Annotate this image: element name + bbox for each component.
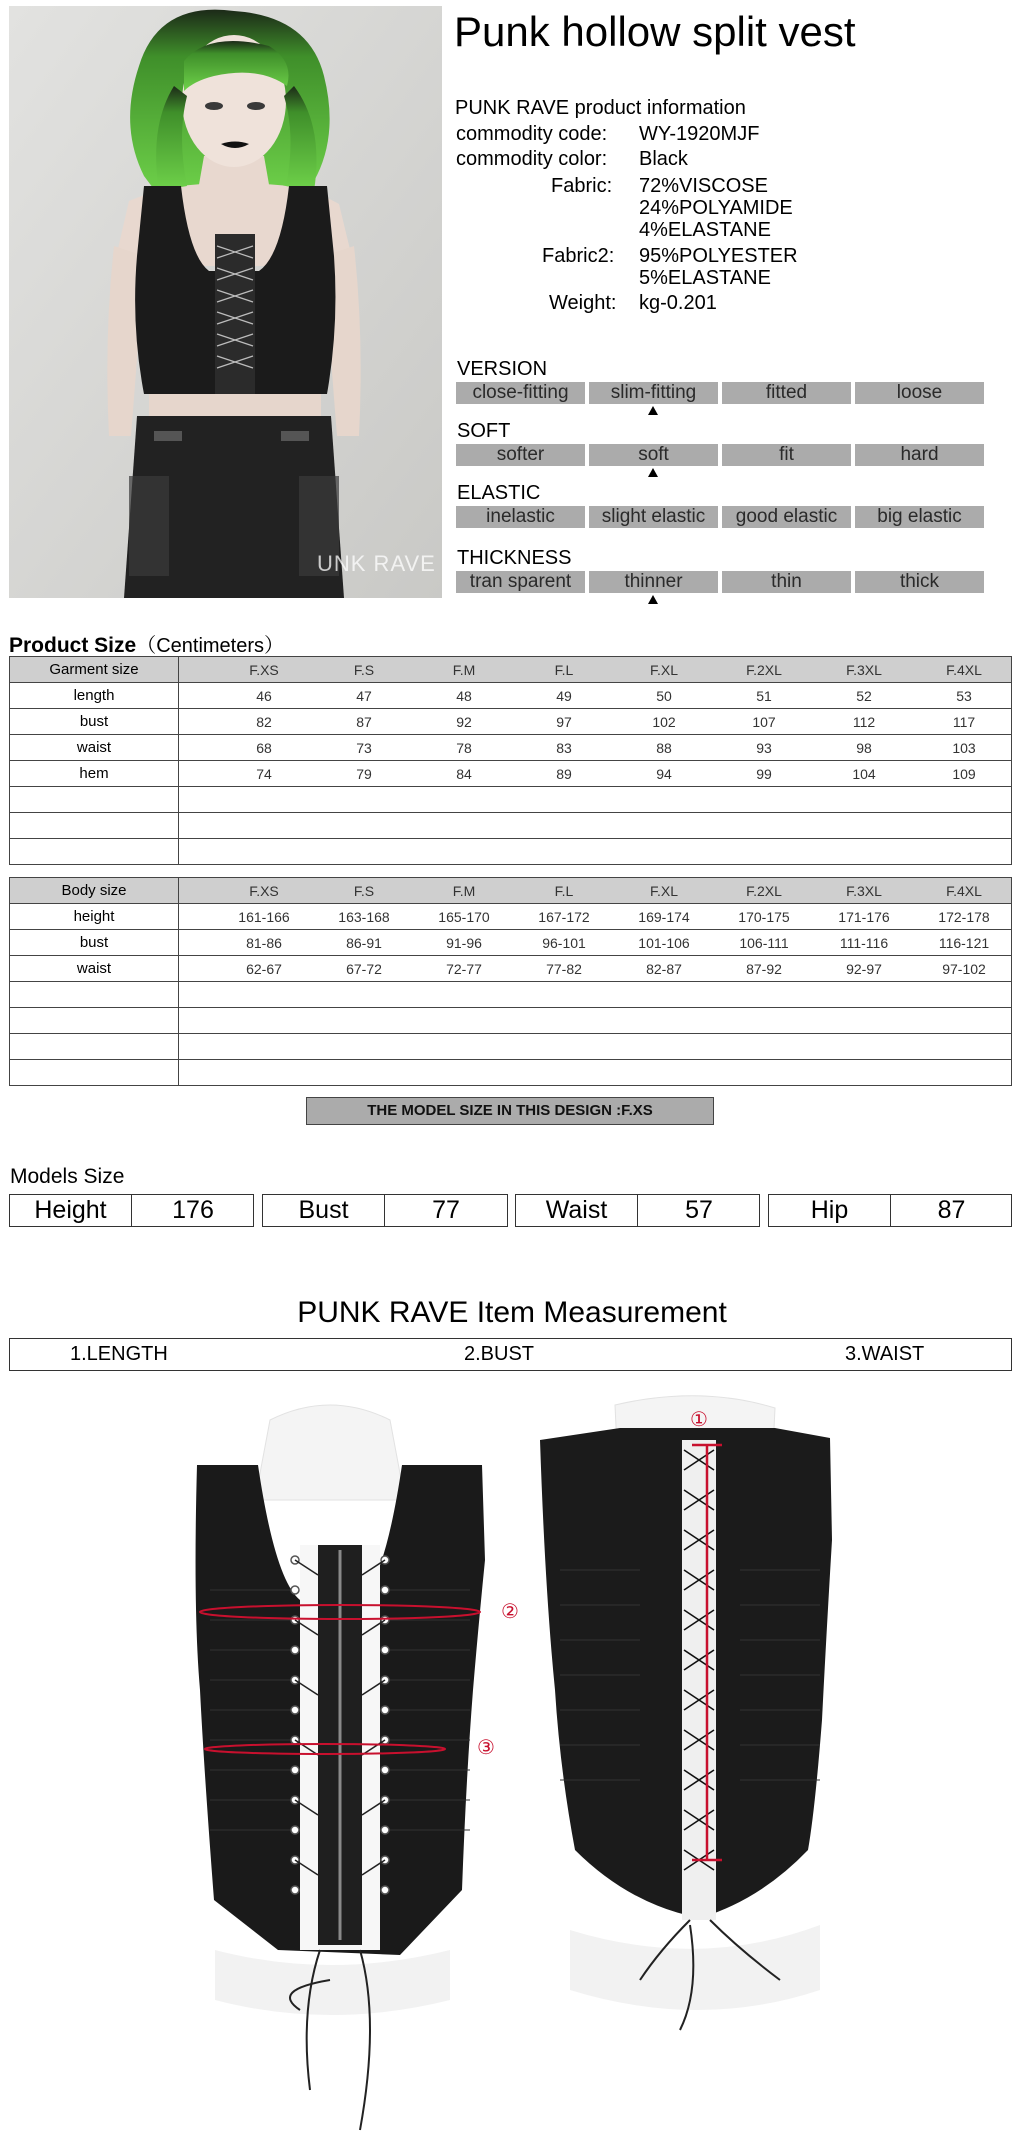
info-label: Fabric: xyxy=(551,175,613,197)
table-cell: F.2XL xyxy=(746,661,782,678)
table-cell: F.XS xyxy=(249,661,279,678)
product-size-heading xyxy=(9,629,284,658)
model-value: 77 xyxy=(432,1196,460,1224)
model-height xyxy=(9,1194,254,1227)
scale-selected-marker xyxy=(648,595,658,604)
table-cell: 82 xyxy=(256,713,272,730)
scale-option: inelastic xyxy=(456,506,585,528)
row-values xyxy=(179,904,1011,929)
table-cell: 87-92 xyxy=(746,960,782,977)
table-cell: F.L xyxy=(554,882,574,899)
row-label: waist xyxy=(10,956,179,982)
table-cell: 86-91 xyxy=(346,934,382,951)
hero-model-photo xyxy=(9,6,442,598)
product-title: Punk hollow split vest xyxy=(454,8,856,55)
measurement-legend xyxy=(9,1338,1012,1371)
product-size-title: Product Size xyxy=(9,634,137,657)
table-cell: 96-101 xyxy=(542,934,586,951)
table-header-label: Body size xyxy=(10,878,179,904)
size-header-cells xyxy=(179,878,1011,903)
scale-option: tran sparent xyxy=(456,571,585,593)
item-measurement-heading: PUNK RAVE Item Measurement xyxy=(297,1296,727,1329)
table-cell: 93 xyxy=(756,739,772,756)
table-cell: 82-87 xyxy=(646,960,682,977)
table-cell: 67-72 xyxy=(346,960,382,977)
scale-heading-elastic: ELASTIC xyxy=(457,482,541,504)
table-row xyxy=(10,761,1012,787)
model-size-note: THE MODEL SIZE IN THIS DESIGN :F.XS xyxy=(306,1097,714,1125)
model-label: Bust xyxy=(263,1195,385,1226)
table-cell: F.M xyxy=(452,661,476,678)
row-label: length xyxy=(10,683,179,709)
info-value: 72%VISCOSE xyxy=(639,175,768,197)
scale-option: fitted xyxy=(722,382,851,404)
model-value: 176 xyxy=(172,1196,214,1224)
model-value: 87 xyxy=(937,1196,966,1224)
table-cell: 102 xyxy=(652,713,676,730)
table-row xyxy=(10,904,1012,930)
table-cell: F.3XL xyxy=(846,661,882,678)
info-value: 24%POLYAMIDE xyxy=(639,197,793,219)
measurement-length: 1.LENGTH xyxy=(70,1343,168,1365)
model-illustration xyxy=(9,6,442,598)
table-row xyxy=(10,956,1012,982)
model-waist xyxy=(515,1194,760,1227)
row-label: bust xyxy=(10,709,179,735)
model-value: 57 xyxy=(685,1196,713,1224)
table-cell: 50 xyxy=(656,687,672,704)
table-cell: F.M xyxy=(452,882,476,899)
scale-option: big elastic xyxy=(855,506,984,528)
table-cell: 116-121 xyxy=(938,934,990,951)
table-cell: 170-175 xyxy=(738,908,790,925)
row-values xyxy=(179,956,1011,981)
table-cell: F.S xyxy=(353,882,375,899)
table-cell: 74 xyxy=(256,765,272,782)
table-cell: 109 xyxy=(952,765,976,782)
table-cell: 172-178 xyxy=(938,908,990,925)
table-cell: F.4XL xyxy=(946,882,982,899)
body-size-table xyxy=(9,877,1012,1086)
info-value: 5%ELASTANE xyxy=(639,267,771,289)
table-cell: 106-111 xyxy=(739,934,789,951)
table-row xyxy=(10,683,1012,709)
table-cell: 97 xyxy=(556,713,572,730)
table-cell: F.2XL xyxy=(746,882,782,899)
scale-option: thick xyxy=(855,571,984,593)
table-cell: F.XL xyxy=(649,661,678,678)
info-label: Fabric2: xyxy=(542,245,615,267)
table-cell: 83 xyxy=(556,739,572,756)
table-cell: F.S xyxy=(353,661,375,678)
scale-option: hard xyxy=(855,444,984,466)
scale-heading-thickness: THICKNESS xyxy=(457,547,572,569)
scale-option: fit xyxy=(722,444,851,466)
table-cell: F.L xyxy=(554,661,574,678)
info-value: kg-0.201 xyxy=(639,292,717,314)
table-cell: 62-67 xyxy=(246,960,282,977)
table-cell: 79 xyxy=(356,765,372,782)
models-size-heading: Models Size xyxy=(10,1165,125,1188)
table-header-row xyxy=(10,878,1012,904)
table-cell: 171-176 xyxy=(838,908,890,925)
scale-option: thin xyxy=(722,571,851,593)
row-values xyxy=(179,709,1011,734)
table-row-empty xyxy=(10,1008,1012,1034)
table-cell: 161-166 xyxy=(238,908,290,925)
scale-heading-soft: SOFT xyxy=(457,420,511,442)
table-row-empty xyxy=(10,813,1012,839)
table-row-empty xyxy=(10,982,1012,1008)
scale-selected-marker xyxy=(648,406,658,415)
scale-heading-version: VERSION xyxy=(457,358,548,380)
table-row xyxy=(10,930,1012,956)
table-cell: 77-82 xyxy=(546,960,582,977)
row-values xyxy=(179,735,1011,760)
table-cell: F.XS xyxy=(249,882,279,899)
scale-row-elastic xyxy=(456,506,986,528)
row-label: height xyxy=(10,904,179,930)
table-header-label: Garment size xyxy=(10,657,179,683)
table-cell: 88 xyxy=(656,739,672,756)
table-cell: 165-170 xyxy=(438,908,490,925)
table-cell: 87 xyxy=(356,713,372,730)
table-row-empty xyxy=(10,1060,1012,1086)
table-cell: 78 xyxy=(456,739,472,756)
table-cell: 163-168 xyxy=(338,908,390,925)
table-cell: 48 xyxy=(456,687,472,704)
table-cell: 72-77 xyxy=(446,960,482,977)
info-label: commodity color: xyxy=(456,148,608,170)
brand-watermark: UNK RAVE xyxy=(317,551,436,576)
row-values xyxy=(179,930,1011,955)
marker-bust: ② xyxy=(501,1599,519,1623)
size-header-cells xyxy=(179,657,1011,682)
table-cell: 91-96 xyxy=(446,934,482,951)
table-cell: 107 xyxy=(752,713,776,730)
row-label: hem xyxy=(10,761,179,787)
table-cell: 103 xyxy=(952,739,976,756)
table-cell: 99 xyxy=(756,765,772,782)
scale-option: close-fitting xyxy=(456,382,585,404)
table-cell: 68 xyxy=(256,739,272,756)
table-cell: F.3XL xyxy=(846,882,882,899)
info-value: 95%POLYESTER xyxy=(639,245,798,267)
info-label: Weight: xyxy=(549,292,617,314)
scale-option: slight elastic xyxy=(589,506,718,528)
table-cell: F.XL xyxy=(649,882,678,899)
vest-measurement-figures xyxy=(0,1390,1024,2154)
table-row-empty xyxy=(10,1034,1012,1060)
table-cell: 104 xyxy=(852,765,876,782)
table-row xyxy=(10,709,1012,735)
vest-front-figure xyxy=(196,1405,485,2130)
info-value: Black xyxy=(639,148,688,170)
scale-option: slim-fitting xyxy=(589,382,718,404)
row-label: bust xyxy=(10,930,179,956)
scale-option: softer xyxy=(456,444,585,466)
table-row-empty xyxy=(10,839,1012,865)
scale-selected-marker xyxy=(648,468,658,477)
scale-option: loose xyxy=(855,382,984,404)
table-cell: 89 xyxy=(556,765,572,782)
table-cell: 46 xyxy=(256,687,272,704)
row-values xyxy=(179,683,1011,708)
table-cell: 81-86 xyxy=(246,934,282,951)
table-header-row xyxy=(10,657,1012,683)
info-label: commodity code: xyxy=(456,123,608,145)
table-cell: 51 xyxy=(756,687,772,704)
table-cell: 92 xyxy=(456,713,472,730)
table-cell: 49 xyxy=(556,687,572,704)
scale-row-soft xyxy=(456,444,986,466)
row-label: waist xyxy=(10,735,179,761)
scale-row-thickness xyxy=(456,571,986,593)
table-cell: 112 xyxy=(852,713,876,730)
table-cell: 117 xyxy=(952,713,976,730)
table-cell: 94 xyxy=(656,765,672,782)
model-bust xyxy=(262,1194,508,1227)
model-label: Height xyxy=(10,1195,132,1226)
scale-row-version xyxy=(456,382,986,404)
vest-back-figure xyxy=(540,1396,832,2030)
model-label: Hip xyxy=(769,1195,891,1226)
table-cell: 84 xyxy=(456,765,472,782)
info-value: WY-1920MJF xyxy=(639,123,760,145)
table-cell: 101-106 xyxy=(638,934,690,951)
table-cell: 169-174 xyxy=(638,908,690,925)
table-cell: 52 xyxy=(856,687,872,704)
table-cell: 73 xyxy=(356,739,372,756)
table-cell: 167-172 xyxy=(538,908,590,925)
garment-size-table xyxy=(9,656,1012,865)
model-hip xyxy=(768,1194,1012,1227)
measurement-waist: 3.WAIST xyxy=(845,1343,925,1365)
table-cell: 92-97 xyxy=(846,960,882,977)
table-cell: F.4XL xyxy=(946,661,982,678)
scale-option: soft xyxy=(589,444,718,466)
product-size-unit: （Centimeters） xyxy=(136,635,285,657)
table-cell: 98 xyxy=(856,739,872,756)
marker-length: ① xyxy=(690,1407,708,1431)
model-label: Waist xyxy=(516,1195,638,1226)
marker-waist: ③ xyxy=(477,1735,495,1759)
measurement-bust: 2.BUST xyxy=(464,1343,535,1365)
table-cell: 111-116 xyxy=(839,934,889,951)
info-value: 4%ELASTANE xyxy=(639,219,771,241)
scale-option: good elastic xyxy=(722,506,851,528)
scale-option: thinner xyxy=(589,571,718,593)
table-cell: 53 xyxy=(956,687,972,704)
row-values xyxy=(179,761,1011,786)
table-row-empty xyxy=(10,787,1012,813)
table-cell: 47 xyxy=(356,687,372,704)
table-row xyxy=(10,735,1012,761)
info-heading: PUNK RAVE product information xyxy=(455,97,746,119)
table-cell: 97-102 xyxy=(942,960,986,977)
